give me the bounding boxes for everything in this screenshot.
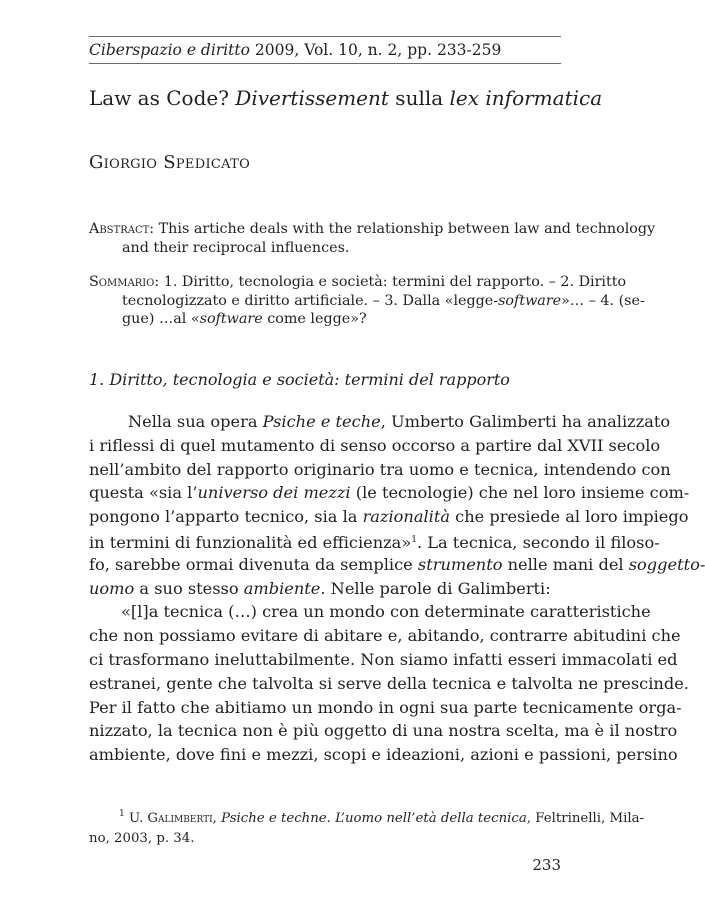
page-number: 233 bbox=[532, 856, 561, 874]
journal-details: 2009, Vol. 10, n. 2, pp. 233-259 bbox=[249, 41, 502, 59]
running-head bbox=[89, 40, 561, 60]
body-line: estranei, gente che talvolta si serve della tecnica e talvolta ne prescinde. bbox=[89, 673, 689, 693]
article-title: Law as Code? Divertissement sulla lex informatica bbox=[89, 86, 603, 110]
header-top-rule bbox=[89, 36, 561, 37]
body-line: i riflessi di quel mutamento di senso occorso a partire dal XVII secolo bbox=[89, 435, 661, 455]
section-heading: 1. Diritto, tecnologia e società: termini del rapporto bbox=[89, 370, 510, 389]
sommario: Sommario: 1. Diritto, tecnologia e società: termini del rapporto. – 2. Diritto tecnologizzato e diritto artificiale. – 3. Dalla «legge-software»… – 4. (se- gue) …al «software come legge»? bbox=[89, 274, 645, 327]
body-line: «[l]a tecnica (…) crea un mondo con determinate caratteristiche bbox=[121, 602, 651, 622]
abstract: Abstract: This artiche deals with the relationship between law and technology and their reciprocal influences. bbox=[89, 221, 656, 256]
footnote-author: U. Galimberti bbox=[128, 811, 213, 826]
footnote-ref: 1 bbox=[411, 534, 417, 545]
footnote-title: Psiche e techne. L’uomo nell’età della tecnica bbox=[221, 811, 527, 826]
body-line: nizzato, la tecnica non è più oggetto di una nostra scelta, ma è il nostro bbox=[89, 721, 678, 741]
body-text bbox=[89, 410, 705, 767]
footnote-marker: 1 bbox=[119, 809, 125, 819]
body-line: questa «sia l’universo dei mezzi (le tecnologie) che nel loro insieme com- bbox=[89, 483, 690, 503]
sommario-label: Sommario: bbox=[89, 274, 160, 290]
body-line: fo, sarebbe ormai divenuta da semplice strumento nelle mani del soggetto- bbox=[89, 554, 705, 574]
journal-name: Ciberspazio e diritto bbox=[89, 41, 250, 59]
body-line: ci trasformano ineluttabilmente. Non siamo infatti esseri immacolati ed bbox=[89, 649, 678, 669]
body-line: ambiente, dove fini e mezzi, scopi e ideazioni, azioni e passioni, persino bbox=[89, 745, 678, 765]
body-line: Nella sua opera Psiche e teche, Umberto Galimberti ha analizzato bbox=[128, 412, 671, 431]
header-bottom-rule bbox=[89, 63, 561, 64]
body-line: che non possiamo evitare di abitare e, abitando, contrarre abitudini che bbox=[89, 626, 681, 646]
body-line: in termini di funzionalità ed efficienza»$^1$. La tecnica, secondo il filoso- bbox=[89, 532, 660, 552]
body-line: pongono l’apparto tecnico, sia la razionalità che presiede al loro impiego bbox=[89, 507, 689, 527]
body-line: nell’ambito del rapporto originario tra uomo e tecnica, intendendo con bbox=[89, 459, 671, 479]
body-line: uomo a suo stesso ambiente. Nelle parole di Galimberti: bbox=[89, 578, 551, 598]
author-name: Giorgio Spedicato bbox=[89, 152, 251, 173]
footnote: $^1$ U. Galimberti, Psiche e techne. L’uomo nell’età della tecnica, Feltrinelli, Mila- no, 2003, p. 34. bbox=[89, 809, 645, 846]
body-line: Per il fatto che abitiamo un mondo in ogni sua parte tecnicamente orga- bbox=[89, 697, 682, 717]
abstract-label: Abstract: bbox=[89, 221, 155, 237]
